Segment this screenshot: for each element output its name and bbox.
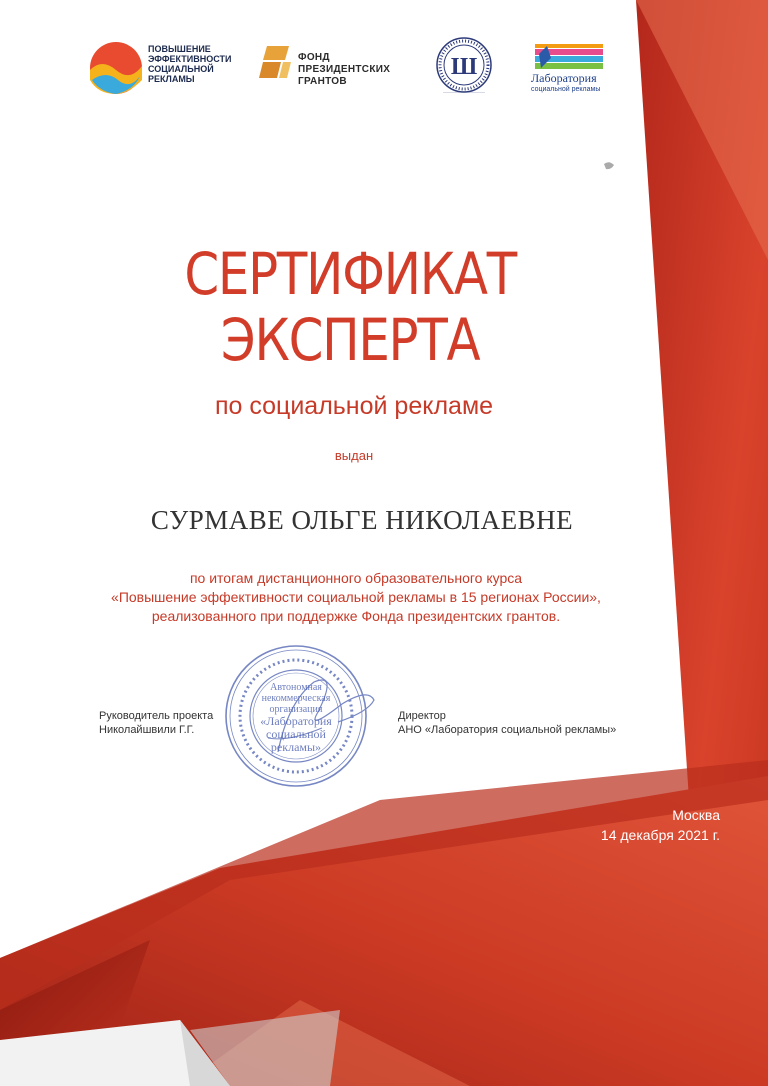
issued-label: выдан [334, 448, 374, 463]
certificate-subtitle: по социальной рекламе [214, 392, 494, 420]
course-description-line1: по итогам дистанционного образовательного курса [189, 570, 523, 586]
director-org: АНО «Лаборатория социальной рекламы» [398, 724, 617, 736]
certificate-title-line2: ЭКСПЕРТА [220, 306, 480, 374]
recipient-name: СУРМАВЕ ОЛЬГЕ НИКОЛАЕВНЕ [150, 505, 574, 535]
stamp-line5: социальной [266, 727, 326, 741]
organization-stamp [218, 642, 378, 792]
scan-speck [600, 158, 618, 176]
course-description [0, 569, 712, 626]
project-lead-role: Руководитель проекта [99, 710, 214, 722]
course-description-line2: «Повышение эффективности социальной рекламы в 15 регионах России», [111, 589, 601, 605]
issue-date: 14 декабря 2021 г. [600, 827, 720, 843]
svg-text:Ш: Ш [450, 54, 478, 80]
stamp-line2: некоммерческая [261, 693, 331, 704]
stamp-line6: рекламы» [270, 740, 322, 754]
stamp-line4: «Лаборатория [260, 714, 332, 728]
hse-caption: —————————————— [443, 90, 485, 94]
project-lead-signature [99, 709, 213, 737]
stamp-line1: Автономная [270, 682, 322, 693]
course-description-line3: реализованного при поддержке Фонда президентских грантов. [151, 608, 561, 624]
project-lead-name: Николайшвили Г.Г. [99, 724, 195, 736]
lab-logo-text: Лаборатория социальной рекламы [531, 71, 601, 93]
social-ad-logo-icon [88, 40, 144, 96]
presidential-grants-logo-text: ФОНД ПРЕЗИДЕНТСКИХ ГРАНТОВ [298, 52, 391, 87]
city: Москва [672, 807, 720, 823]
partner-logos [0, 40, 768, 110]
certificate-title-line1: СЕРТИФИКАТ [184, 240, 516, 308]
director-role: Директор [398, 710, 446, 722]
director-signature [398, 709, 616, 737]
stamp-line3: организация [269, 704, 323, 715]
social-ad-logo-text: ПОВЫШЕНИЕ ЭФФЕКТИВНОСТИ СОЦИАЛЬНОЙ РЕКЛАМЫ [148, 44, 232, 84]
presidential-grants-logo-icon [259, 44, 293, 84]
hse-emblem-icon [435, 36, 493, 94]
place-and-date [520, 805, 720, 845]
